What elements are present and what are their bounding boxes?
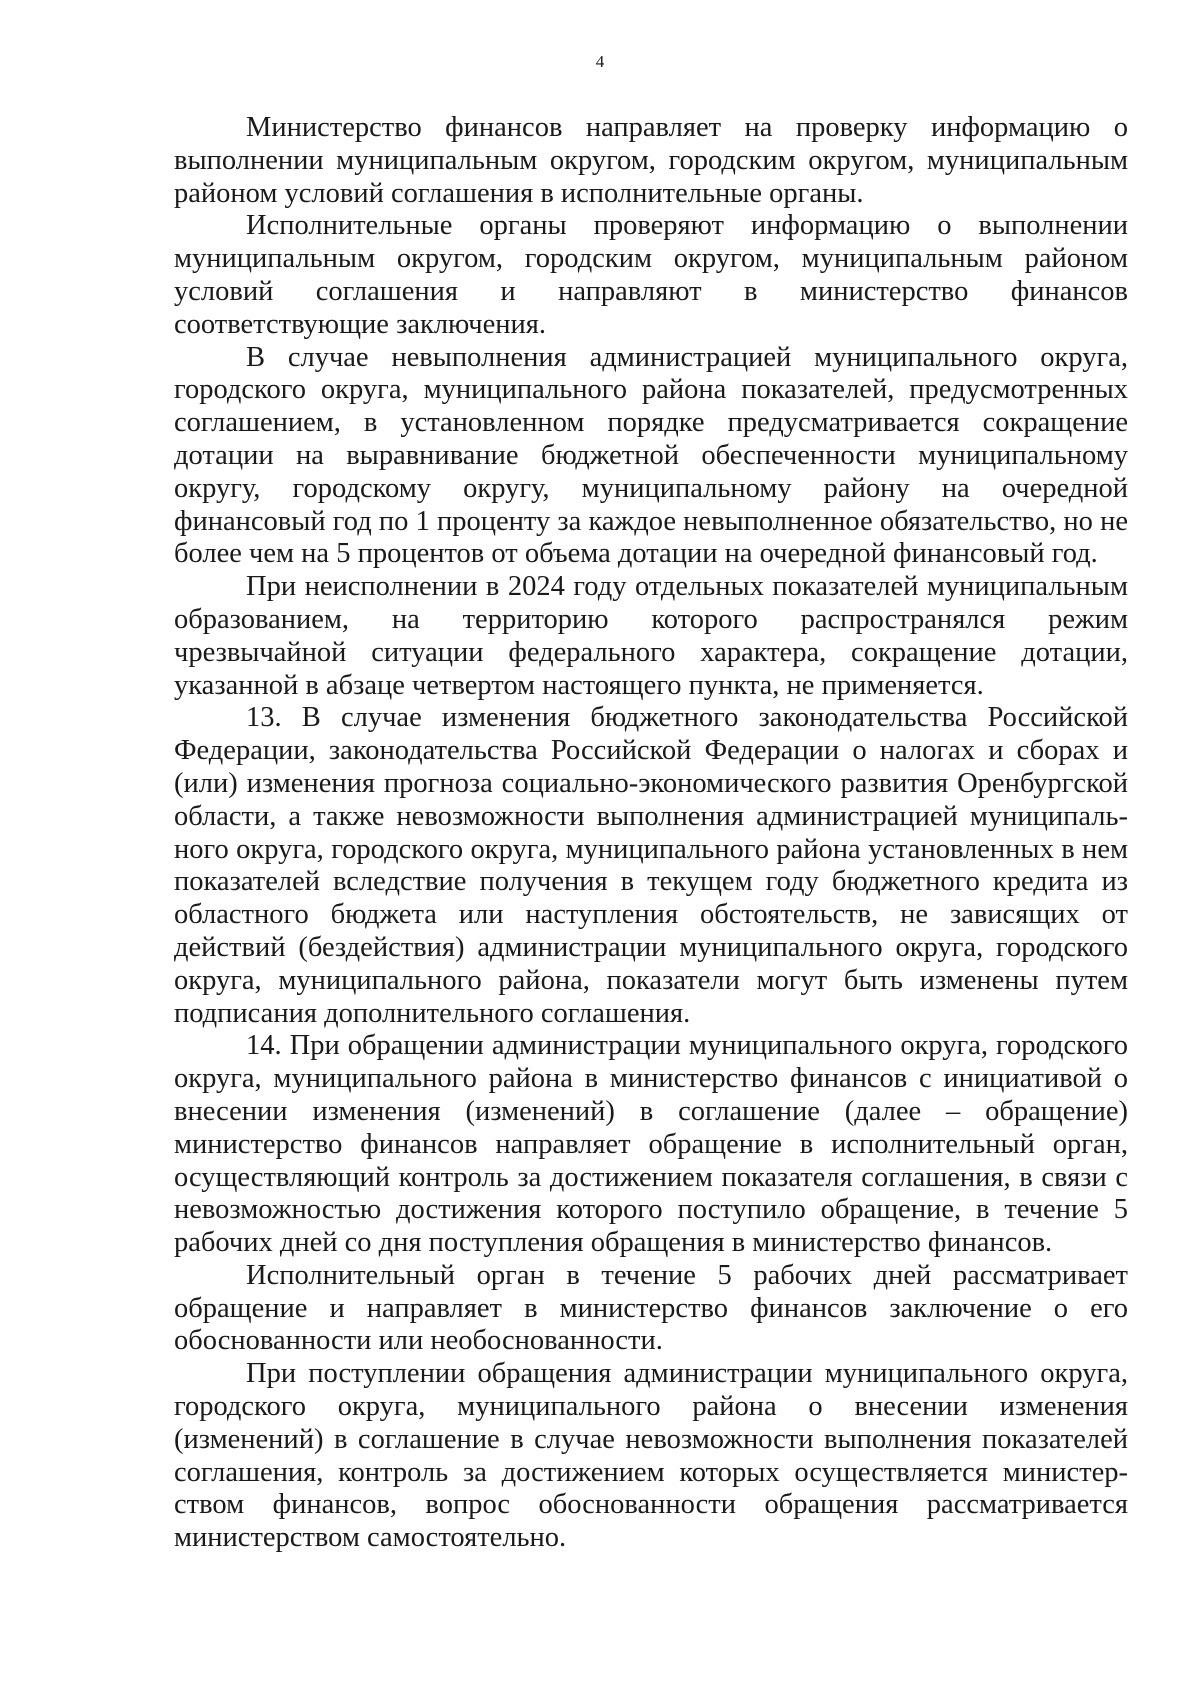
- paragraph-subsidy-reduction: В случае невыполнения администрацией муниципального округа, городского округа, муниципального района показателей, предусмотренных соглашением, в установленном порядке предусматривается сокращение дотации на выравнивание бюджетной обеспеченности муниципальному округу, городскому округу, муниципальному району на очередной финансовый год по 1 проценту за каждое невыполненное обязательство, но не более чем на 5 процентов от объема дотации на очередной финансовый год.: [174, 341, 1128, 570]
- paragraph-review-period: Исполнительный орган в течение 5 рабочих дней рассматривает обращение и направляет в министерство финансов заключение о его обоснованности или необоснованности.: [174, 1259, 1128, 1357]
- paragraph-executive-check: Исполнительные органы проверяют информацию о выполнении муниципальным округом, городским округом, муниципальным районом условий соглашения и направляют в министерство финансов соответствующие заключения.: [174, 210, 1128, 340]
- paragraph-item-14: 14. При обращении администрации муниципального округа, городского округа, муниципального района в министерство финансов с инициативой о внесении изменения (изменений) в соглашение (далее – обращение) министерство финансов направляет обращение в исполнительный орган, осуществляющий контроль за достижением показателя соглашения, в связи с невозможностью достижения которого поступило обращение, в течение 5 рабочих дней со дня поступления обращения в министерство финансов.: [174, 1030, 1128, 1259]
- paragraph-ministry-review: При поступлении обращения администрации муниципального округа, городского округа, муниципального района о внесении изменения (изменений) в соглашение в случае невозможности выполнения показателей соглашения, контроль за достижением которых осуществляется министерством финансов, вопрос обоснованности обращения рассматривается министерством самостоятельно.: [174, 1358, 1128, 1554]
- paragraph-emergency-exception: При неисполнении в 2024 году отдельных показателей муниципальным образованием, на территорию которого распространялся режим чрезвычайной ситуации федерального характера, сокращение дотации, указанной в абзаце четвертом настоящего пункта, не применяется.: [174, 571, 1128, 701]
- paragraph-verification-info: Министерство финансов направляет на проверку информацию о выполнении муниципальным округом, городским округом, муниципальным районом условий соглашения в исполнительные органы.: [174, 112, 1128, 209]
- paragraph-item-13: 13. В случае изменения бюджетного законодательства Российской Федерации, законодательства Российской Федерации о налогах и сборах и (или) изменения прогноза социально-экономического развития Оренбургской области, а также невозможности выполнения администрацией муниципального округа, городского округа, муниципального района установленных в нем показателей вследствие получения в текущем году бюджетного кредита из областного бюджета или наступления обстоятельств, не зависящих от действий (бездействия) администрации муниципального округа, городского округа, муниципального района, показатели могут быть изменены путем подписания дополнительного соглашения.: [174, 702, 1128, 1029]
- page-number: 4: [595, 52, 605, 71]
- document-body: [174, 112, 1128, 1555]
